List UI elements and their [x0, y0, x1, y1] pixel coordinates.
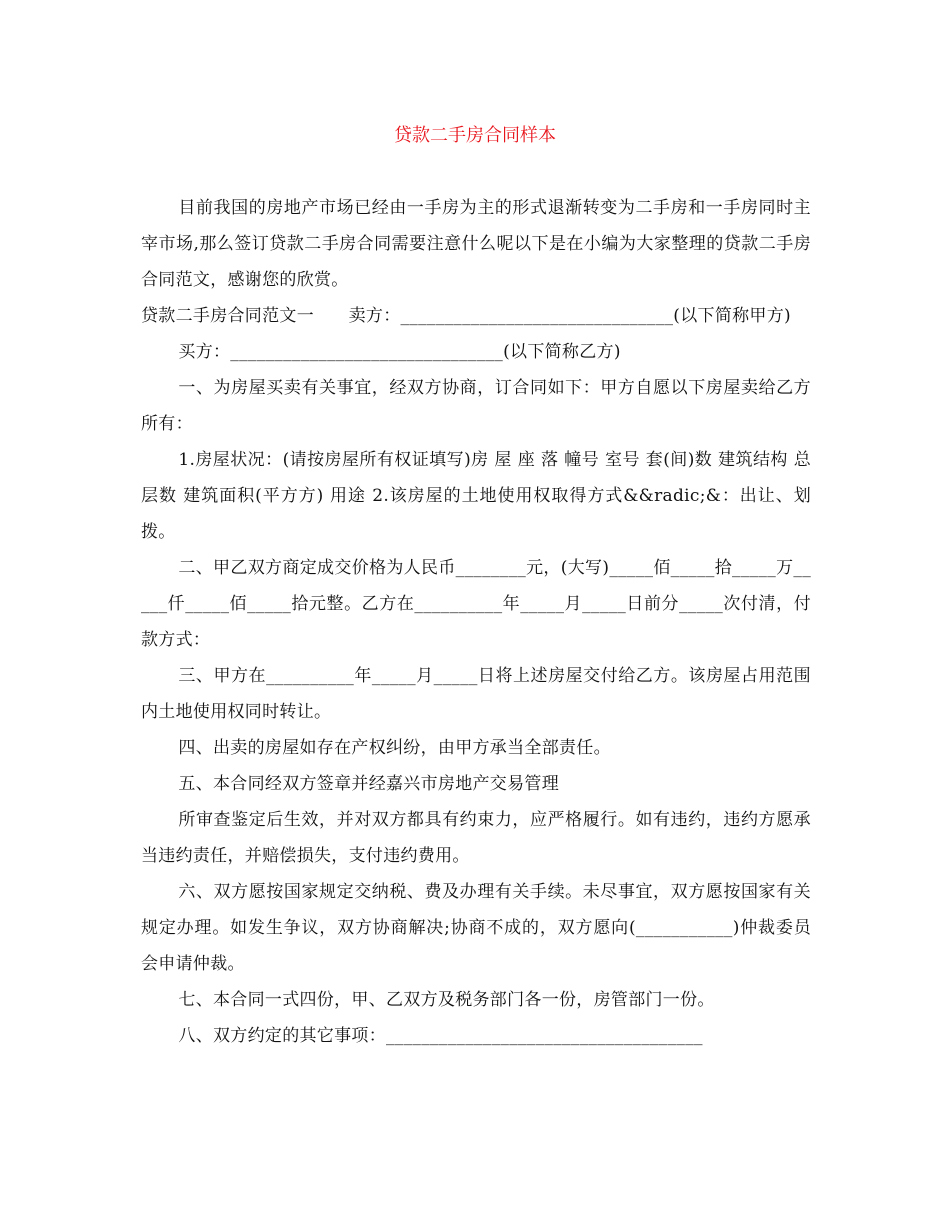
- paragraph-clause-5: 五、本合同经双方签章并经嘉兴市房地产交易管理: [178, 774, 559, 794]
- document-title: 贷款二手房合同样本: [394, 125, 556, 146]
- paragraph-clause-2: 二、甲乙双方商定成交价格为人民币________元，(大写)_____佰_____拾_____万_____仟_____佰_____拾元整。乙方在__________年_____月_____日前分_____次付清，付款方式：: [141, 558, 811, 650]
- paragraph-clause-3: 三、甲方在__________年_____月_____日将上述房屋交付给乙方。该房屋占用范围内土地使用权同时转让。: [141, 666, 811, 722]
- paragraph-seller-line: 贷款二手房合同范文一 卖方：_______________________________(以下简称甲方): [141, 306, 791, 326]
- paragraph-clause-6: 六、双方愿按国家规定交纳税、费及办理有关手续。未尽事宜，双方愿按国家有关规定办理。如发生争议，双方协商解决;协商不成的，双方愿向(___________)仲裁委员会申请仲裁。: [141, 882, 811, 974]
- paragraph-clause-1: 一、为房屋买卖有关事宜，经双方协商，订合同如下：甲方自愿以下房屋卖给乙方所有：: [141, 378, 811, 434]
- paragraph-buyer-line: 买方：_______________________________(以下简称乙方): [178, 342, 621, 362]
- paragraph-intro: 目前我国的房地产市场已经由一手房为主的形式退渐转变为二手房和一手房同时主宰市场,那么签订贷款二手房合同需要注意什么呢以下是在小编为大家整理的贷款二手房合同范文，感谢您的欣赏。: [141, 198, 811, 290]
- paragraph-clause-7: 七、本合同一式四份，甲、乙双方及税务部门各一份，房管部门一份。: [178, 990, 715, 1010]
- document-body: [141, 190, 811, 1054]
- paragraph-clause-5-cont: 所审查鉴定后生效，并对双方都具有约束力，应严格履行。如有违约，违约方愿承当违约责任，并赔偿损失，支付违约费用。: [141, 810, 811, 866]
- paragraph-property-status: 1.房屋状况：(请按房屋所有权证填写)房 屋 座 落 幢号 室号 套(间)数 建筑结构 总层数 建筑面积(平方方) 用途 2.该房屋的土地使用权取得方式&&radic;&：出让、划拨。: [141, 450, 811, 542]
- paragraph-clause-8: 八、双方约定的其它事项：____________________________________: [178, 1026, 703, 1046]
- paragraph-clause-4: 四、出卖的房屋如存在产权纠纷，由甲方承当全部责任。: [178, 738, 611, 758]
